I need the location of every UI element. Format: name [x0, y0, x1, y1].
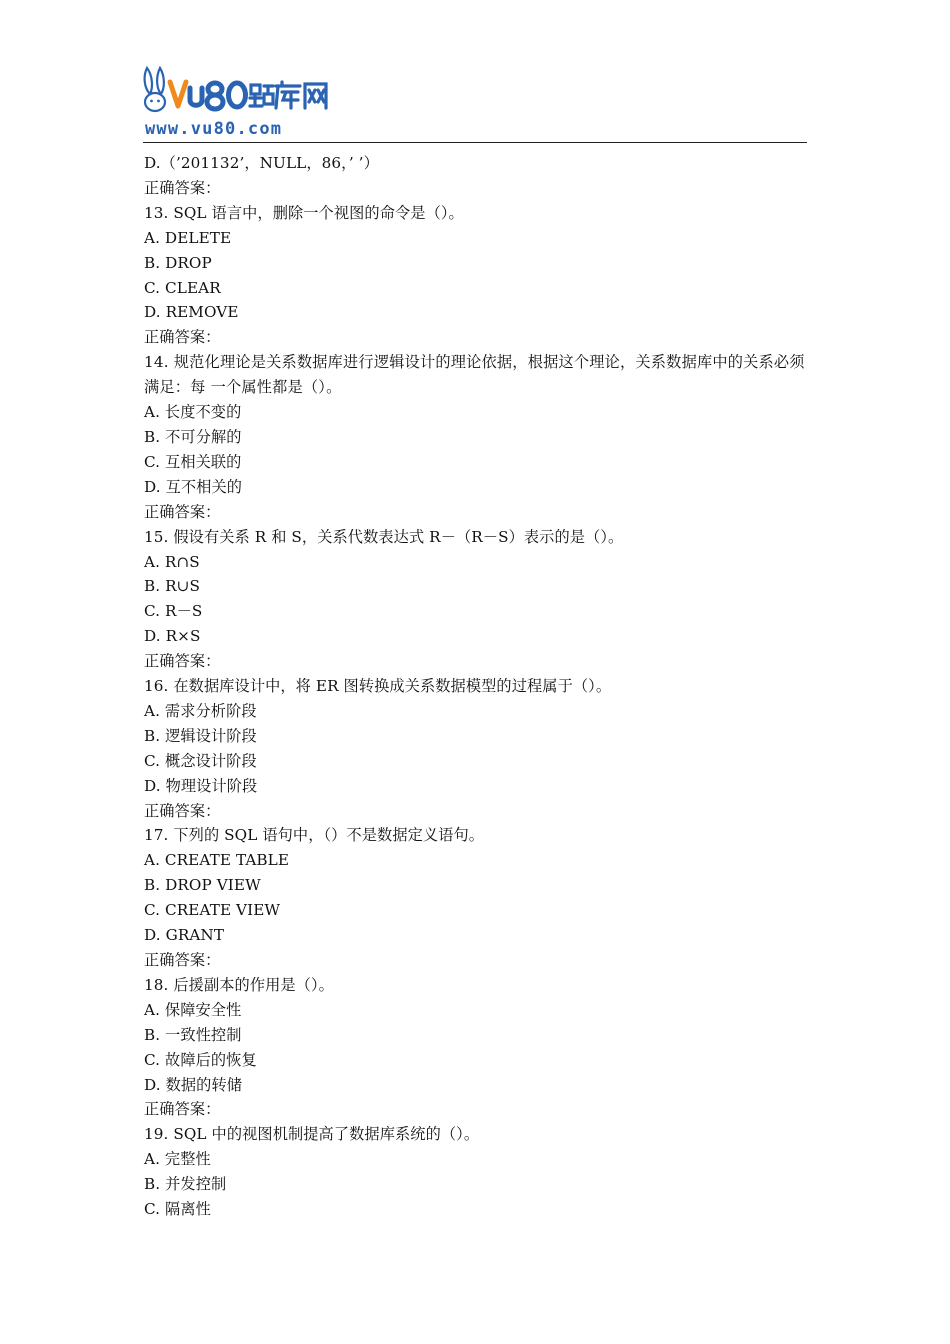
option-line: B. DROP: [144, 253, 212, 272]
document-content: [144, 151, 808, 1222]
option-line: D. GRANT: [144, 926, 225, 945]
option-line: C. 隔离性: [144, 1200, 211, 1219]
answer-label: 正确答案：: [144, 502, 221, 521]
option-line: D. REMOVE: [144, 303, 239, 322]
option-line: A. 保障安全性: [144, 1000, 242, 1019]
option-line: B. 不可分解的: [144, 427, 242, 446]
option-line: C. 互相关联的: [144, 452, 242, 471]
question-line: 19. SQL 中的视图机制提高了数据库系统的（）。: [144, 1125, 480, 1144]
answer-label: 正确答案：: [144, 951, 221, 969]
answer-label: 正确答案：: [144, 328, 221, 347]
vu80-logo-image: [140, 66, 344, 140]
question-line: 14. 规范化理论是关系数据库进行逻辑设计的理论依据，根据这个理论，关系数据库中的关系必须满足：每 一个属性都是（）。: [144, 353, 805, 397]
brand-wordmark-icon: [170, 82, 326, 109]
option-line: B. DROP VIEW: [144, 876, 261, 895]
answer-label: 正确答案：: [144, 801, 221, 820]
rabbit-mascot-icon: [145, 68, 165, 111]
option-line: A. 完整性: [144, 1150, 211, 1169]
option-line: B. R∪S: [144, 577, 200, 596]
answer-label: 正确答案：: [144, 1100, 221, 1119]
option-line: D. R×S: [144, 627, 201, 646]
option-line: C. R－S: [144, 602, 203, 621]
option-line: A. 需求分析阶段: [144, 701, 257, 720]
option-line: C. CREATE VIEW: [144, 901, 281, 920]
option-line: A. 长度不变的: [144, 403, 242, 422]
question-line: 16. 在数据库设计中，将 ER 图转换成关系数据模型的过程属于（）。: [144, 677, 612, 696]
option-line: C. 故障后的恢复: [144, 1050, 257, 1069]
option-line: A. CREATE TABLE: [144, 851, 290, 870]
option-line: A. R∩S: [144, 552, 200, 571]
option-line: B. 逻辑设计阶段: [144, 726, 257, 745]
question-line: 18. 后援副本的作用是（）。: [144, 975, 334, 994]
option-line: B. 并发控制: [144, 1175, 227, 1194]
logo-url-text: www.vu80.com: [145, 119, 283, 139]
question-line: 15. 假设有关系 R 和 S，关系代数表达式 R－（R－S）表示的是（）。: [144, 527, 624, 546]
question-line: 13. SQL 语言中，删除一个视图的命令是（）。: [144, 203, 464, 222]
question-line: 17. 下列的 SQL 语句中，（）不是数据定义语句。: [144, 826, 485, 845]
option-line: A. DELETE: [144, 228, 232, 247]
option-line: D. 互不相关的: [144, 477, 243, 496]
answer-label: 正确答案：: [144, 178, 221, 197]
answer-label: 正确答案：: [144, 652, 221, 671]
option-line: C. CLEAR: [144, 278, 221, 297]
header-divider: [143, 142, 807, 143]
option-line: D.（’201132’，NULL，86，’ ’）: [144, 154, 379, 172]
option-line: D. 物理设计阶段: [144, 776, 258, 795]
option-line: C. 概念设计阶段: [144, 751, 257, 770]
option-line: B. 一致性控制: [144, 1025, 242, 1044]
option-line: D. 数据的转储: [144, 1075, 243, 1094]
vu80-logo: [140, 66, 344, 140]
